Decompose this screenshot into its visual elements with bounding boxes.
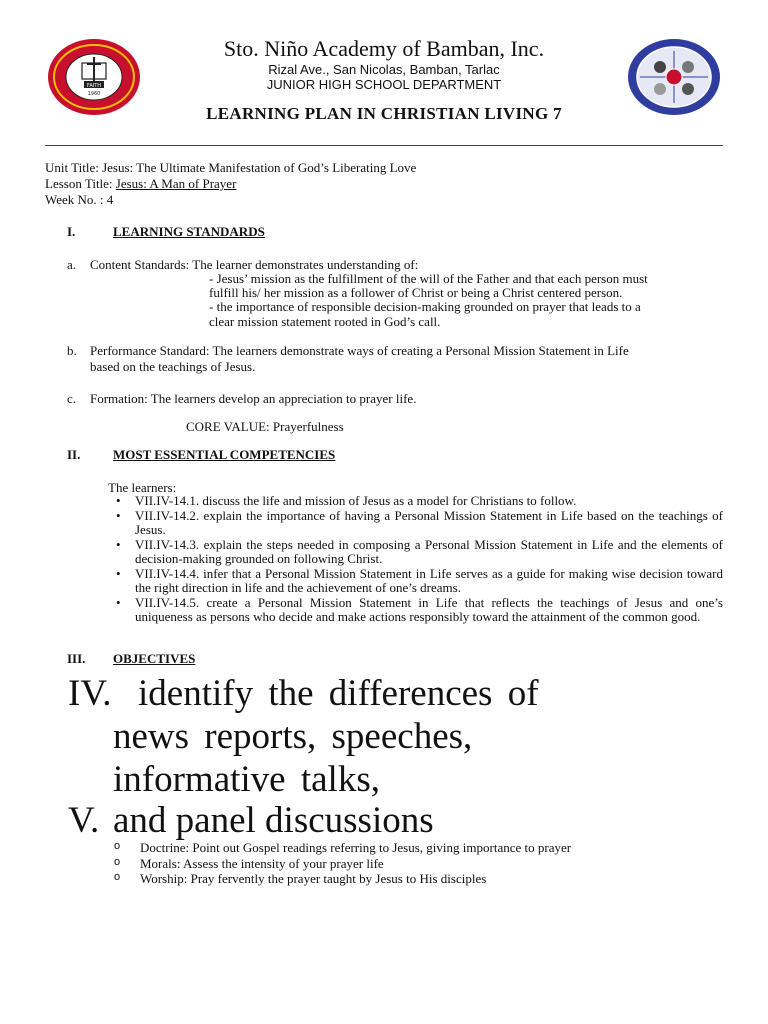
overlay-number-iv: IV.: [68, 673, 112, 714]
week-number: Week No. : 4: [45, 192, 114, 207]
overlay-text-line: identify the differences of: [138, 673, 539, 714]
core-value: CORE VALUE: Prayerfulness: [186, 419, 344, 434]
section-2-title: MOST ESSENTIAL COMPETENCIES: [113, 447, 336, 462]
competency-item: • VII.IV-14.3. explain the steps needed in composing a Personal Mission Statement in Life and the elements of decision-making grounded on following Christ.: [108, 538, 723, 567]
competency-item: • VII.IV-14.4. infer that a Personal Mission Statement in Life serves as a guide for making wise decision toward the right direction in life and the achievement of one’s dreams.: [108, 567, 723, 596]
content-standards-line: - Jesus’ mission as the fulfillment of the will of the Father and that each person must: [209, 271, 648, 286]
content-standards-line: fulfill his/ her mission as a follower of Christ or being a Christ centered person.: [209, 285, 623, 300]
competencies-list: [108, 494, 723, 625]
unit-title-value: Jesus: The Ultimate Manifestation of God’s Liberating Love: [102, 160, 417, 175]
item-b-label: b.: [67, 343, 77, 358]
objectives-list: [112, 840, 732, 887]
item-c-label: c.: [67, 391, 77, 406]
content-standards-line: clear mission statement rooted in God’s call.: [209, 314, 441, 329]
svg-text:1960: 1960: [87, 91, 101, 97]
document-title: LEARNING PLAN IN CHRISTIAN LIVING 7: [206, 104, 562, 123]
header-divider: [45, 145, 723, 146]
section-3-number: III.: [67, 651, 86, 666]
competency-item: • VII.IV-14.5. create a Personal Mission Statement in Life that reflects the teachings of Jesus and one’s uniqueness as persons who decide and make actions responsibly toward the attainment of the common good.: [108, 596, 723, 625]
unit-title-label: Unit Title:: [45, 160, 103, 175]
department-name: JUNIOR HIGH SCHOOL DEPARTMENT: [266, 77, 502, 92]
content-standards-line: - the importance of responsible decision-making grounded on prayer that leads to a: [209, 299, 641, 314]
section-2-number: II.: [67, 447, 81, 462]
school-address: Rizal Ave., San Nicolas, Bamban, Tarlac: [268, 62, 500, 77]
svg-text:FAITH: FAITH: [86, 83, 102, 89]
section-1-title: LEARNING STANDARDS: [113, 224, 265, 239]
overlay-text-line: and panel discussions: [113, 800, 434, 841]
school-name: Sto. Niño Academy of Bamban, Inc.: [223, 36, 545, 61]
competencies-intro: The learners:: [108, 480, 177, 495]
overlay-text-line: informative talks,: [113, 759, 380, 800]
competency-item: • VII.IV-14.1. discuss the life and mission of Jesus as a model for Christians to follow.: [108, 494, 723, 509]
performance-standard: Performance Standard: The learners demonstrate ways of creating a Personal Mission Statement in Life: [90, 343, 629, 358]
lesson-title-label: Lesson Title:: [45, 176, 116, 191]
objective-item: o Morals: Assess the intensity of your prayer life: [112, 856, 732, 872]
content-standards-intro: Content Standards: The learner demonstrates understanding of:: [90, 257, 419, 272]
competency-item: • VII.IV-14.2. explain the importance of having a Personal Mission Statement in Life based on the teachings of Jesus.: [108, 509, 723, 538]
item-a-label: a.: [67, 257, 77, 272]
objective-item: o Worship: Pray fervently the prayer taught by Jesus to His disciples: [112, 871, 732, 887]
overlay-text-line: news reports, speeches,: [113, 716, 473, 757]
performance-standard: based on the teachings of Jesus.: [90, 359, 256, 374]
section-3-title: OBJECTIVES: [113, 651, 196, 666]
lesson-title: [45, 176, 236, 191]
overlay-number-v: V.: [68, 800, 100, 841]
unit-title: [45, 160, 416, 175]
section-1-number: I.: [67, 224, 76, 239]
objective-item: o Doctrine: Point out Gospel readings referring to Jesus, giving importance to prayer: [112, 840, 732, 856]
formation-text: Formation: The learners develop an appreciation to prayer life.: [90, 391, 417, 406]
lesson-title-value: Jesus: A Man of Prayer: [115, 176, 237, 191]
